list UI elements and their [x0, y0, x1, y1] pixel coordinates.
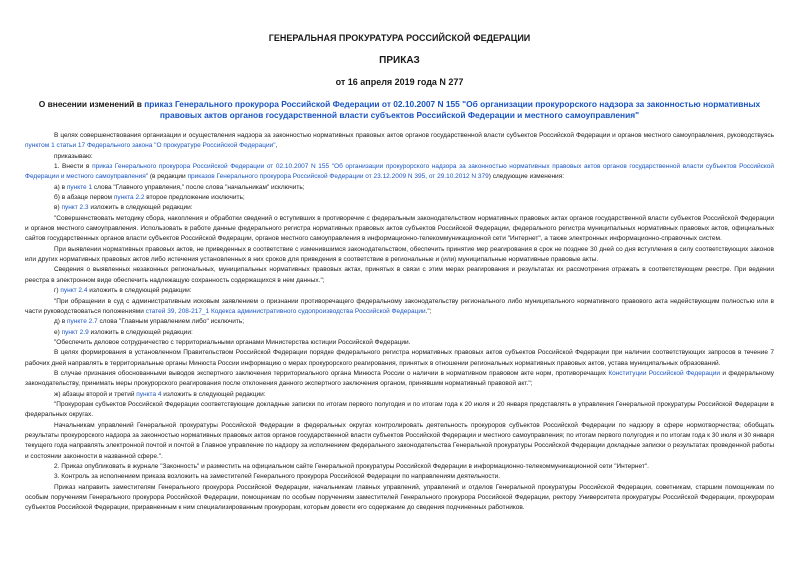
paragraph-quote-9: Начальникам управлений Генеральной прокуратуры Российской Федерации в федеральных округах контролировать деятельность прокуроров субъектов Российской Федерации по надзору в сфере нормотворчества; обобщать результаты прокурорского надзора за законностью нормативных правовых актов органов государственной власти субъектов Российской Федерации и местного самоуправления; по итогам первого полугодия и по итогам года к 30 июля и 30 января текущего года направлять электронной почтой и почтой в Главное управление по надзору за исполнением федерального законодательства Генеральной прокуратуры Российской Федерации докладные записки о результатах проведенной работы и состоянии законности в названной сфере.". — [25, 421, 774, 460]
paragraph-text: г) — [54, 287, 61, 295]
paragraph-text: е) — [54, 328, 62, 336]
law-article-link[interactable]: пунктом 1 статьи 17 Федерального закона "О прокуратуре Российской Федерации" — [25, 142, 276, 150]
paragraph-text: , — [275, 142, 278, 150]
clause-2-2-link[interactable]: пункта 2.2 — [113, 194, 145, 202]
paragraph-quote-5: "Обеспечить деловое сотрудничество с территориальными органами Министерства юстиции Российской Федерации. — [54, 338, 411, 346]
paragraph-order-word: приказываю: — [54, 152, 93, 160]
paragraph-item-2: 2. Приказ опубликовать в журнале "Законность" и разместить на официальном сайте Генеральной прокуратуры Российской Федерации в информационно-телекоммуникационной сети "Интернет". — [54, 463, 649, 470]
paragraph-item-1 — [25, 162, 774, 183]
paragraph-item-3: 3. Контроль за исполнением приказа возложить на заместителей Генерального прокурора Российской Федерации по направлениям деятельности. — [54, 473, 501, 481]
paragraph-text: а) в — [54, 183, 67, 191]
subject-text: О внесении изменений в — [38, 99, 145, 109]
subject-order-link[interactable]: приказ Генерального прокурора Российской Федерации от 02.10.2007 N 155 "Об организации прокурорского надзора за законностью нормативных правовых актов органов государственной власти субъектов Российской Федерации и местного самоуправления" — [144, 99, 761, 120]
paragraph-sub-d — [25, 317, 774, 327]
document-body — [25, 131, 774, 514]
paragraph-quote-1: "Совершенствовать методику сбора, накопления и обработки сведений о вступивших в противоречие с федеральным законодательством нормативных правовых актах органов государственной власти субъектов Российской Федерации и органов местного самоуправления. Использовать в работе данные федерального регистра нормативных правовых актов субъектов Российской Федерации, федерального регистра муниципальных нормативных правовых актов, официальных сайтов государственных органов власти субъектов Российской Федерации, органов местного самоуправления в информационно-телекоммуникационной сети "Интернет", а также электронных информационно-справочных систем. — [25, 214, 774, 243]
paragraph-text: ж) абзацы второй и третий — [54, 390, 137, 398]
organization-title: ГЕНЕРАЛЬНАЯ ПРОКУРАТУРА РОССИЙСКОЙ ФЕДЕРАЦИИ — [268, 33, 531, 43]
paragraph-text: и федеральному законодательству, принимать меры прокурорского реагирования после отклонения данного экспертного заключения органом, принявшим нормативный правовой акт."; — [25, 369, 774, 388]
paragraph-text: В случае признания обоснованными выводов экспертного заключения территориального органа Минюста России о наличии в нормативном правовом акте норм, противоречащих — [54, 369, 609, 377]
paragraph-quote-6: В целях формирования в установленном Правительством Российской Федерации порядке федерального регистра нормативных правовых актов субъектов Российской Федерации при наличии соответствующих запросов в течение 7 рабочих дней направлять в территориальные органы Минюста России информацию о мерах прокурорского реагирования, принятых в отношении региональных нормативных правовых актов, устава муниципальных образований. — [25, 349, 774, 367]
paragraph-text: в) — [54, 204, 62, 212]
paragraph-preamble — [25, 131, 774, 152]
clause-4-link[interactable]: пункта 4 — [136, 390, 162, 398]
paragraph-sub-v — [25, 203, 774, 213]
paragraph-text: изложить в следующей редакции: — [161, 390, 266, 398]
paragraph-text: 1. Внести в — [54, 163, 93, 171]
paragraph-quote-4 — [25, 297, 774, 318]
paragraph-text: слова "Главным управлением либо" исключить; — [97, 318, 245, 326]
paragraph-sub-e — [25, 328, 774, 338]
document-date: от 16 апреля 2019 года N 277 — [335, 77, 464, 87]
document-subject — [25, 99, 774, 121]
code-articles-link[interactable]: статей 39, 208-217_1 Кодекса административного судопроизводства Российской Федерации — [145, 307, 426, 315]
paragraph-sub-a — [25, 183, 774, 193]
paragraph-text: В целях совершенствования организации и осуществления надзора за законностью нормативных правовых актов органов государственной власти субъектов Российской Федерации и органов местного самоуправления, руководствуясь — [54, 132, 774, 139]
paragraph-sub-g — [25, 286, 774, 296]
paragraph-text: (в редакции — [148, 173, 188, 181]
clause-2-9-link[interactable]: пункт 2.9 — [61, 328, 89, 336]
paragraph-text: ) следующие изменения: — [488, 173, 565, 181]
constitution-link[interactable]: Конституции Российской Федерации — [608, 369, 721, 377]
paragraph-sub-b — [25, 193, 774, 203]
amending-orders-link[interactable]: приказов Генерального прокурора Российской Федерации от 23.12.2009 N 395, от 29.10.2012 N 379 — [187, 173, 489, 181]
paragraph-text: "При обращении в суд с административным исковым заявлением о признании противоречащего федеральному законодательству регионального либо муниципального нормативного правового акта недействующим полностью или в части руководствоваться положениями — [25, 297, 774, 315]
clause-2-4-link[interactable]: пункт 2.4 — [60, 287, 88, 295]
paragraph-text: второе предложение исключить; — [144, 194, 245, 202]
paragraph-text: б) в абзаце первом — [54, 194, 114, 202]
paragraph-text: изложить в следующей редакции: — [88, 204, 193, 212]
paragraph-text: слова "Главного управления," после слова "начальникам" исключить; — [92, 183, 305, 191]
paragraph-distribution: Приказ направить заместителям Генерального прокурора Российской Федерации, начальникам главных управлений, управлений и отделов Генеральной прокуратуры Российской Федерации, советникам, старшим помощникам по особым поручениям Генерального прокурора Российской Федерации, помощникам по особым поручениям заместителей Генерального прокурора Российской Федерации, ректору Университета прокуратуры Российской Федерации, прокурорам субъектов Российской Федерации, приравненным к ним специализированным прокурорам, которым довести его содержание до сведения подчиненных работников. — [25, 483, 774, 512]
paragraph-quote-8: "Прокурорам субъектов Российской Федерации соответствующие докладные записки по итогам первого полугодия и по итогам года к 20 июля и 20 января представлять в управления Генеральной прокуратуры Российской Федерации в федеральных округах. — [25, 400, 774, 419]
paragraph-text: изложить в следующей редакции: — [87, 287, 192, 295]
paragraph-text: изложить в следующей редакции: — [88, 328, 193, 336]
clause-1-link[interactable]: пункте 1 — [66, 183, 93, 191]
paragraph-text: ."; — [425, 307, 432, 315]
document-kind: ПРИКАЗ — [379, 55, 420, 66]
paragraph-sub-zh — [25, 390, 774, 400]
clause-2-3-link[interactable]: пункт 2.3 — [61, 204, 89, 212]
clause-2-7-link[interactable]: пункте 2.7 — [67, 318, 98, 326]
paragraph-text: д) в — [54, 318, 68, 326]
paragraph-quote-7 — [25, 369, 774, 390]
amended-order-link[interactable]: приказ Генерального прокурора Российской Федерации от 02.10.2007 N 155 "Об организации прокурорского надзора за законностью нормативных правовых актов органов государственной власти субъектов Российской Федерации и местного самоуправления" — [25, 163, 774, 181]
paragraph-quote-3: Сведения о выявленных незаконных региональных, муниципальных нормативных правовых актах, принятых в связи с этим мерах реагирования и результатах их рассмотрения отражать в соответствующем реестре. При ведении реестра в электронном виде обеспечить надлежащую сохранность содержащихся в нем данных."; — [25, 266, 774, 284]
paragraph-quote-2: При выявлении нормативных правовых актов, не приведенных в соответствие с изменившимся законодательством, обеспечить принятие мер реагирования в срок не позднее 30 дней со дня вступления в силу соответствующих законов или других нормативных правовых актов либо истечения установленных в них сроков для приведения в соответствие в региональные и (или) муниципальные нормативные правовые акты. — [25, 245, 774, 264]
